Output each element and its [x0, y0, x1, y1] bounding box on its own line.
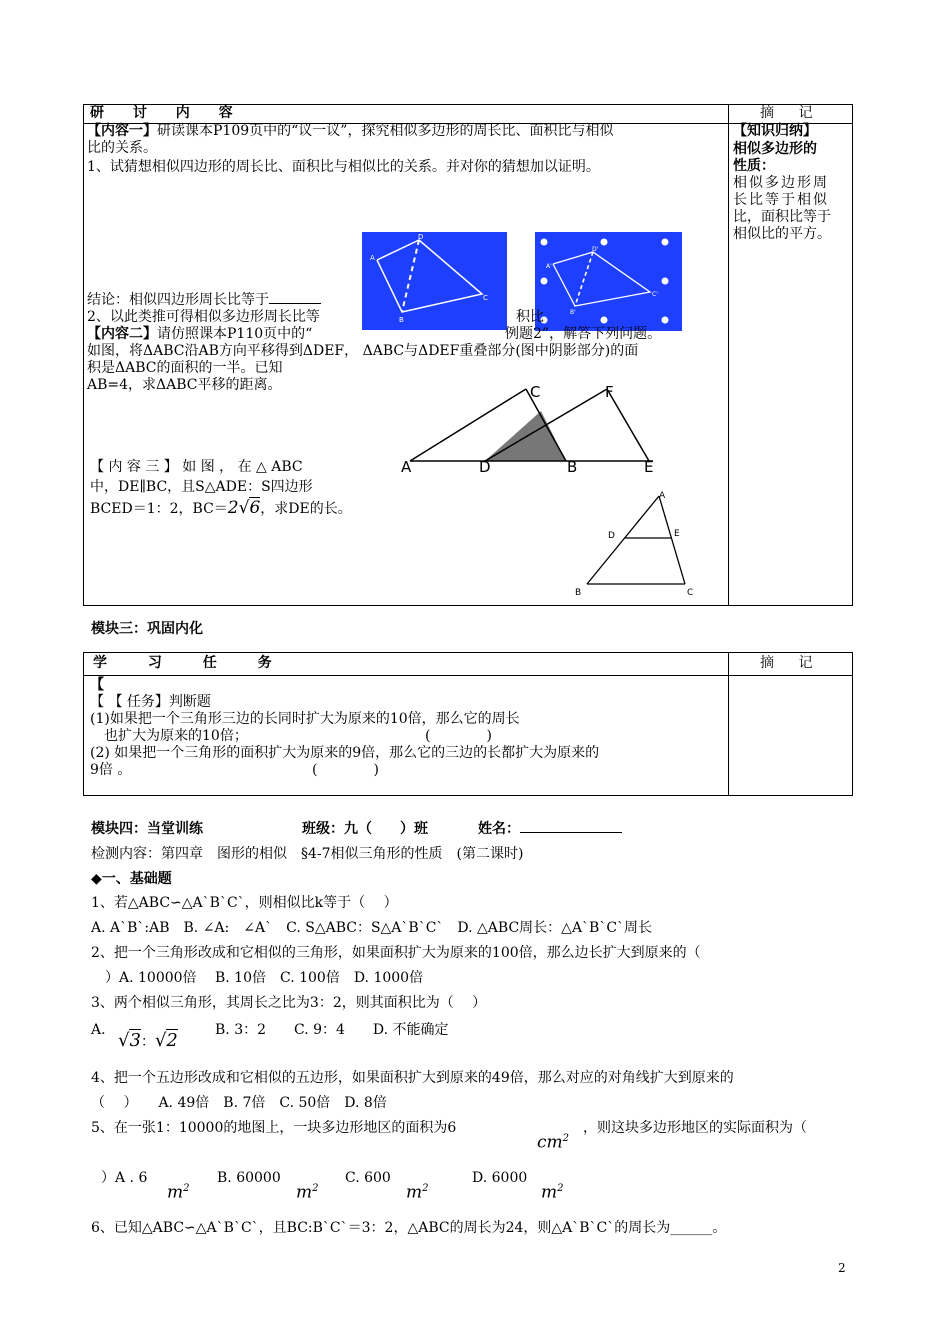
task-q2b: 9倍 。	[90, 762, 132, 778]
task-header-right: 摘 记	[760, 655, 823, 671]
quad1-label-c: C	[483, 294, 488, 302]
tri-label-b: B	[567, 458, 578, 475]
content3-line3b: ，求DE的长。	[260, 501, 352, 517]
note-line2: 性质：	[733, 158, 775, 174]
q5-option-a: ）A . 6	[101, 1170, 148, 1186]
content1-line2: 比的关系。	[87, 140, 157, 156]
quad1-label-b: B	[399, 316, 404, 324]
q3-sqrt1: 3	[129, 1030, 141, 1051]
module4-title: 模块四：当堂训练	[91, 821, 203, 837]
sqrt-coefficient: 2	[227, 498, 239, 518]
tri-label-a: A	[401, 458, 412, 475]
triangle-de-figure	[570, 488, 710, 600]
q3-option-a: A.	[91, 1022, 106, 1038]
page-number: 2	[838, 1261, 846, 1275]
content3-line1: 【 内 容 三 】 如 图 ， 在 △ ABC	[90, 459, 303, 475]
sqrt-value: 6	[249, 498, 261, 518]
question-5a: 5、在一张1：10000的地图上，一块多边形地区的面积为6	[91, 1120, 457, 1136]
note-tag: 【知识归纳】	[733, 123, 817, 139]
q5-option-d: D. 6000	[472, 1170, 528, 1186]
class-label: 班级：九（ ）班	[302, 821, 428, 837]
q3-sqrt-expr: √3：√2	[118, 1030, 178, 1051]
task-title: 【 【 任务】判断题	[90, 694, 211, 710]
content2-line1b: 例题2”，解答下列问题。	[505, 326, 662, 342]
quad2-label-c: C'	[652, 291, 658, 298]
q5-unit-d: $m^2$	[541, 1182, 564, 1203]
quad2-label-d: D'	[592, 246, 599, 253]
question-2b: ）A. 10000倍 B. 10倍 C. 100倍 D. 1000倍	[91, 970, 424, 986]
content1-line4b: 积比	[516, 309, 544, 325]
content3-line2: 中，DE∥BC，且S△ADE：S四边形	[90, 479, 313, 495]
question-1-options: A. A`B`:AB B. ∠A: ∠A` C. S△ABC：S△A`B`C` D. △ABC周长：△A`B`C`周长	[91, 920, 653, 936]
content2-line4: AB=4，求ΔABC平移的距离。	[87, 377, 282, 393]
question-4b: （ ） A. 49倍 B. 7倍 C. 50倍 D. 8倍	[91, 1095, 387, 1111]
conclusion-line	[87, 292, 321, 309]
quad1-label-a: A	[370, 254, 375, 262]
task-q1b: 也扩大为原来的10倍；	[104, 728, 248, 744]
task-q1-paren: ( )	[425, 728, 492, 744]
tri2-label-d: D	[608, 531, 615, 541]
task-q2-paren: ( )	[312, 762, 379, 778]
section-title: ◆一、基础题	[91, 871, 172, 887]
question-6: 6、已知△ABC∽△A`B`C`，且BC:B`C`＝3：2，△ABC的周长为24，则△A`B`C`的周长为______。	[91, 1220, 727, 1236]
detect-content: 检测内容：第四章 图形的相似 §4-7相似三角形的性质 (第二课时)	[91, 846, 524, 862]
quad2-label-b: B'	[570, 309, 576, 316]
quad2-label-a: A'	[546, 263, 552, 270]
tri2-label-e: E	[674, 529, 680, 539]
note-line4: 长比等于相似	[733, 192, 829, 208]
content2-line2: 如图，将ΔABC沿AB方向平移得到ΔDEF， ΔABC与ΔDEF重叠部分(图中阴影部分)的面	[87, 343, 639, 359]
quad-figure-2	[535, 232, 682, 331]
name-label: 姓名：	[478, 821, 520, 837]
module3-title: 模块三：巩固内化	[91, 621, 203, 637]
header-right: 摘 记	[760, 105, 823, 121]
header-left: 研 讨 内 容	[90, 105, 245, 121]
question-3: 3、两个相似三角形，其周长之比为3：2，则其面积比为（ ）	[91, 995, 487, 1011]
tri2-label-a: A	[659, 491, 666, 501]
q5-unit-c: $m^2$	[406, 1182, 429, 1203]
quad-figure-2-svg	[535, 232, 682, 331]
content1-tag: 【内容一】	[87, 123, 157, 139]
q5-unit-a: $m^2$	[167, 1182, 190, 1203]
task-bracket: 【	[90, 677, 104, 693]
content3-line3: BCED＝1：2，BC＝2√6，求DE的长。	[90, 498, 352, 518]
task-column-divider	[728, 653, 729, 795]
tri-label-f: F	[605, 383, 614, 401]
q3-rest: B. 3：2 C. 9：4 D. 不能确定	[215, 1022, 449, 1038]
question-1: 1、若△ABC∽△A`B`C`，则相似比k等于（ ）	[91, 895, 398, 911]
translation-figure	[395, 380, 665, 475]
name-label-wrap	[478, 821, 622, 838]
tri-label-c: C	[530, 383, 541, 401]
question-2a: 2、把一个三角形改成和它相似的三角形，如果面积扩大为原来的100倍，那么边长扩大到原来的（	[91, 945, 701, 961]
task-header-left: 学 习 任 务	[93, 655, 290, 671]
q5-option-c: C. 600	[345, 1170, 391, 1186]
content2-tag: 【内容二】	[87, 326, 157, 342]
note-line6: 相似比的平方。	[733, 226, 831, 242]
column-divider	[728, 105, 729, 605]
content1-line1: 研读课本P109页中的“议一议”，探究相似多边形的周长比、面积比与相似	[157, 123, 614, 139]
tri-label-e: E	[644, 458, 654, 475]
quad-figure-1-svg	[362, 232, 507, 330]
q5-option-b: B. 60000	[217, 1170, 281, 1186]
tri2-label-b: B	[575, 588, 582, 598]
tri2-label-c: C	[687, 588, 694, 598]
task-q2a: (2) 如果把一个三角形的面积扩大为原来的9倍，那么它的三边的长都扩大为原来的	[90, 745, 600, 761]
question-5b: ，则这块多边形地区的实际面积为（	[583, 1120, 807, 1136]
quad1-label-d: D	[418, 233, 424, 241]
q3-colon: ：	[140, 1034, 155, 1050]
name-blank[interactable]	[520, 832, 622, 833]
conclusion-text: 结论：相似四边形周长比等于	[87, 292, 269, 308]
task-q1a: (1)如果把一个三角形三边的长同时扩大为原来的10倍，那么它的周长	[90, 711, 520, 727]
content2-line1: 请仿照课本P110页中的“	[157, 326, 313, 342]
content1-line3: 1、试猜想相似四边形的周长比、面积比与相似比的关系。并对你的猜想加以证明。	[87, 159, 600, 175]
q5-unit: $cm^2$	[537, 1132, 570, 1153]
q3-sqrt2: 2	[166, 1030, 178, 1051]
content3-line3a: BCED＝1：2，BC＝	[90, 501, 228, 517]
note-line1: 相似多边形的	[733, 141, 817, 157]
question-4a: 4、把一个五边形改成和它相似的五边形，如果面积扩大到原来的49倍，那么对应的对角线扩大到原来的	[91, 1070, 734, 1086]
note-line3: 相似多边形周	[733, 175, 829, 191]
quad-figure-1	[362, 232, 507, 330]
content1-line4: 2、以此类推可得相似多边形周长比等	[87, 309, 320, 325]
q5-unit-b: $m^2$	[296, 1182, 319, 1203]
note-line5: 比，面积比等于	[733, 209, 831, 225]
tri-label-d: D	[479, 458, 491, 475]
content2-line3: 积是ΔABC的面积的一半。已知	[87, 360, 283, 376]
